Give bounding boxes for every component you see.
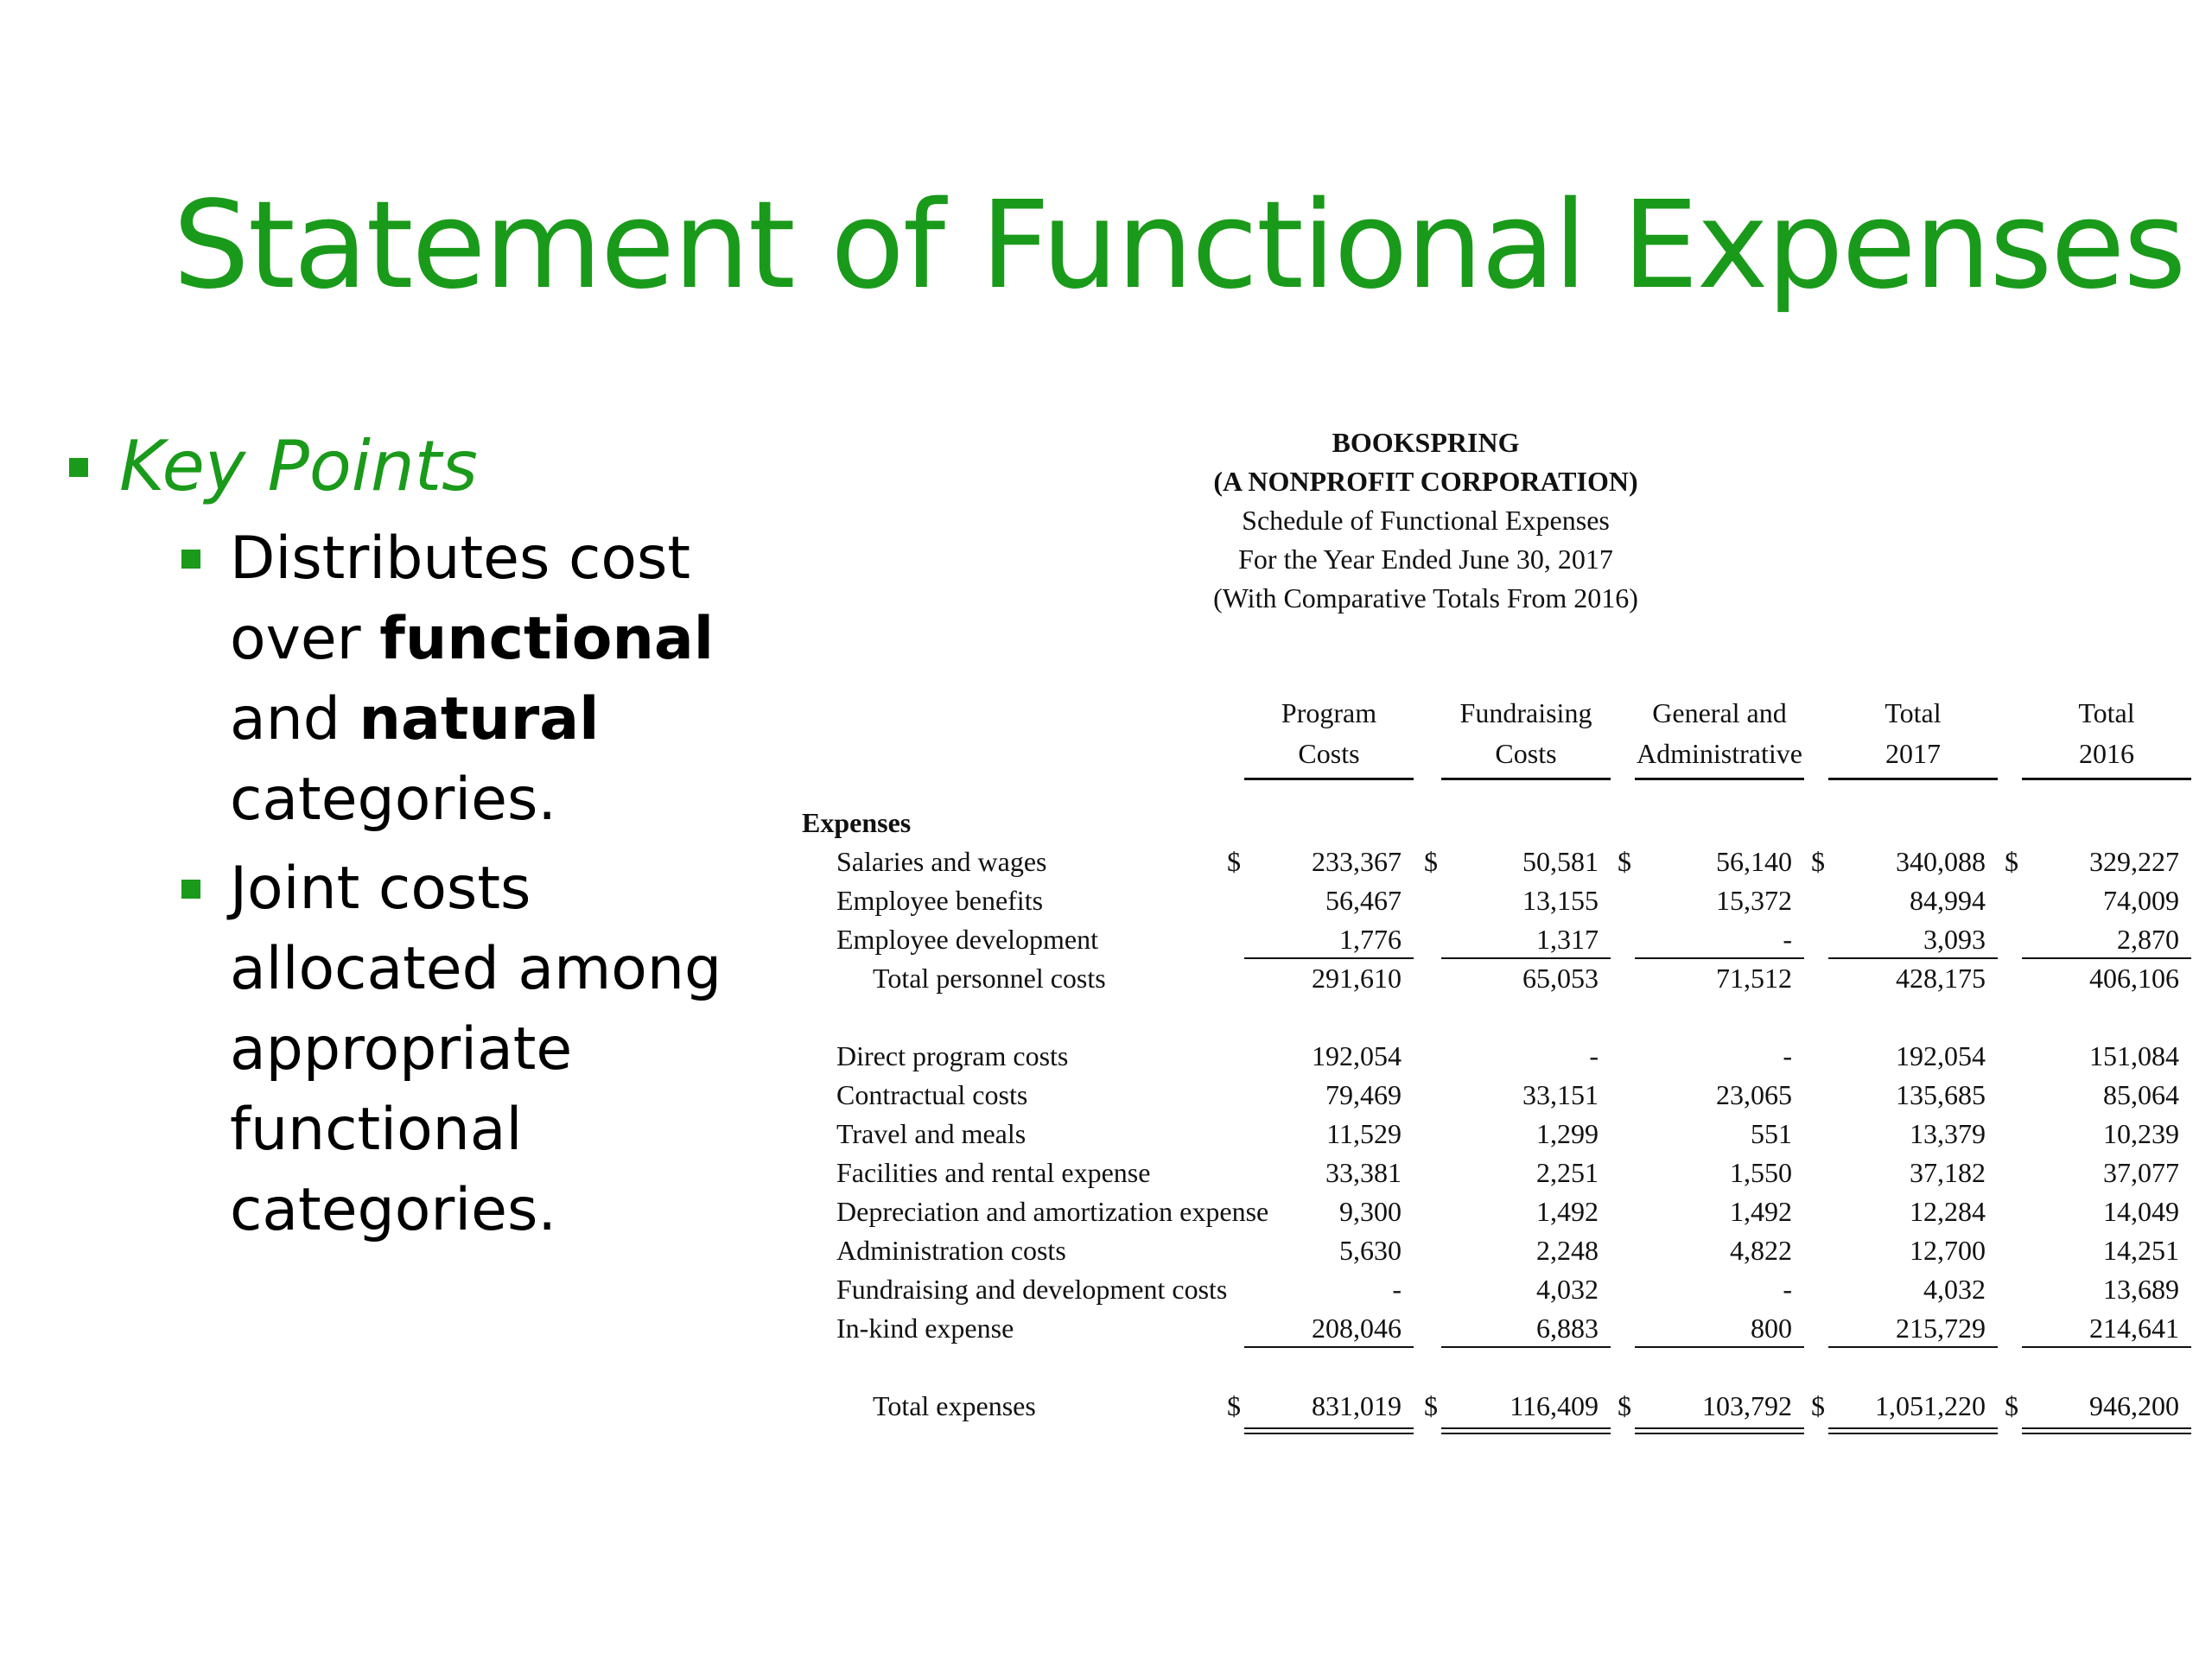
schedule-title: Schedule of Functional Expenses [1242, 505, 1610, 536]
org-type: (A NONPROFIT CORPORATION) [1213, 466, 1638, 497]
cell-program-costs: - [1392, 1274, 1402, 1305]
cell-fundraising-costs: 2,251 [1536, 1157, 1599, 1188]
row-label: Depreciation and amortization expense [836, 1196, 1269, 1227]
cell-fundraising-costs: 1,299 [1536, 1118, 1599, 1149]
key-point-text-part: and [230, 685, 359, 753]
cell-general-admin: 800 [1751, 1313, 1792, 1344]
cell-general-admin: 4,822 [1730, 1235, 1792, 1266]
key-point-text-part: Distributes cost over [230, 524, 691, 673]
cell-total-2016: 14,251 [2103, 1235, 2179, 1266]
cell-program-costs: 291,610 [1312, 963, 1402, 994]
column-header-rule [2022, 778, 2191, 780]
cell-program-costs: 208,046 [1312, 1313, 1402, 1344]
schedule-period: For the Year Ended June 30, 2017 [1238, 543, 1613, 575]
column-header-general-admin-line2: Administrative [1637, 738, 1802, 769]
cell-total-2016: 13,689 [2103, 1274, 2179, 1305]
bullet-square-icon [69, 458, 88, 477]
cell-program-costs: 192,054 [1312, 1040, 1402, 1071]
schedule-comparative-note: (With Comparative Totals From 2016) [1213, 582, 1638, 613]
currency-symbol: $ [1227, 1390, 1241, 1421]
column-header-rule [1635, 778, 1804, 780]
cell-fundraising-costs: 13,155 [1522, 885, 1599, 916]
column-header-rule [1244, 778, 1414, 780]
currency-symbol: $ [1811, 1390, 1825, 1421]
currency-symbol: $ [2005, 1390, 2018, 1421]
key-points-label: Key Points [119, 426, 478, 506]
table-row [795, 1076, 2195, 1114]
currency-symbol: $ [2005, 846, 2018, 877]
key-points-heading [69, 423, 760, 510]
cell-general-admin: - [1783, 1274, 1792, 1305]
cell-general-admin: - [1783, 924, 1792, 955]
cell-program-costs: 79,469 [1325, 1079, 1402, 1110]
total-total-2016: 946,200 [2089, 1390, 2179, 1421]
table-row [795, 920, 2195, 958]
total-general-admin: 103,792 [1702, 1390, 1792, 1421]
table-row [795, 1192, 2195, 1230]
cell-fundraising-costs: - [1589, 1040, 1599, 1071]
cell-general-admin: 1,492 [1730, 1196, 1792, 1227]
section-label-expenses: Expenses [802, 807, 912, 838]
total-program-costs: 831,019 [1312, 1390, 1402, 1421]
cell-total-2016: 151,084 [2089, 1040, 2179, 1071]
row-label: Employee development [836, 924, 1099, 955]
cell-total-2016: 214,641 [2089, 1313, 2179, 1344]
cell-total-2017: 4,032 [1923, 1274, 1986, 1305]
currency-symbol: $ [1424, 846, 1438, 877]
table-row [795, 1115, 2195, 1153]
key-point-text-part: Joint costs allocated among appropriate functional categories. [230, 855, 722, 1244]
row-label: Travel and meals [836, 1118, 1027, 1149]
total-rule [1828, 1346, 1998, 1348]
cell-program-costs: 33,381 [1325, 1157, 1402, 1188]
column-header-total-2016-line2: 2016 [2079, 738, 2134, 769]
cell-total-2017: 12,700 [1910, 1235, 1986, 1266]
column-header-rule [1828, 778, 1998, 780]
column-header-total-2017: Total [1885, 697, 1942, 728]
total-rule [2022, 1346, 2191, 1348]
row-label: Employee benefits [836, 885, 1044, 916]
table-row [795, 1154, 2195, 1192]
cell-general-admin: - [1783, 1040, 1792, 1071]
grand-total-double-rule [1244, 1427, 1414, 1434]
row-label: Administration costs [836, 1235, 1066, 1266]
grand-total-double-rule [1828, 1427, 1998, 1434]
cell-total-2017: 215,729 [1896, 1313, 1986, 1344]
table-row [795, 1231, 2195, 1269]
column-header-fundraising-costs: Fundraising [1459, 697, 1592, 728]
total-rule [1441, 1346, 1611, 1348]
cell-program-costs: 233,367 [1312, 846, 1402, 877]
cell-total-2017: 192,054 [1896, 1040, 1986, 1071]
cell-general-admin: 71,512 [1716, 963, 1792, 994]
key-point-text-part: categories. [230, 766, 557, 834]
key-point-item [69, 849, 760, 1250]
subtotal-rule [1244, 957, 1414, 959]
subtotal-rule [2022, 957, 2191, 959]
column-header-program-costs: Program [1281, 697, 1377, 728]
grand-total-double-rule [1441, 1427, 1611, 1434]
cell-total-2017: 84,994 [1910, 885, 1986, 916]
subtotal-rule [1635, 957, 1804, 959]
currency-symbol: $ [1811, 846, 1825, 877]
cell-total-2017: 340,088 [1896, 846, 1986, 877]
org-name: BOOKSPRING [1332, 427, 1520, 458]
cell-general-admin: 56,140 [1716, 846, 1792, 877]
column-header-total-2016: Total [2078, 697, 2135, 728]
cell-program-costs: 9,300 [1339, 1196, 1402, 1227]
currency-symbol: $ [1424, 1390, 1438, 1421]
cell-fundraising-costs: 4,032 [1536, 1274, 1599, 1305]
row-label: Fundraising and development costs [836, 1274, 1228, 1305]
cell-fundraising-costs: 33,151 [1522, 1079, 1599, 1110]
row-label: Total personnel costs [873, 963, 1106, 994]
cell-total-2016: 2,870 [2117, 924, 2179, 955]
row-label: Contractual costs [836, 1079, 1028, 1110]
key-point-emphasis: natural [359, 685, 600, 753]
cell-total-2016: 406,106 [2089, 963, 2179, 994]
cell-fundraising-costs: 1,492 [1536, 1196, 1599, 1227]
table-row [795, 842, 2195, 880]
grand-total-double-rule [1635, 1427, 1804, 1434]
cell-fundraising-costs: 50,581 [1522, 846, 1599, 877]
cell-total-2017: 13,379 [1910, 1118, 1986, 1149]
cell-total-2017: 37,182 [1910, 1157, 1986, 1188]
cell-total-2016: 37,077 [2103, 1157, 2179, 1188]
subtotal-rule [1828, 957, 1998, 959]
cell-total-2017: 3,093 [1923, 924, 1986, 955]
bullet-square-icon [181, 880, 200, 899]
total-fundraising-costs: 116,409 [1510, 1390, 1599, 1421]
column-header-total-2017-line2: 2017 [1885, 738, 1941, 769]
key-point-item [69, 518, 760, 840]
cell-program-costs: 1,776 [1339, 924, 1402, 955]
table-row [795, 1037, 2195, 1075]
key-point-emphasis: functional [379, 605, 715, 673]
column-header-general-admin: General and [1652, 697, 1787, 728]
table-row [795, 959, 2195, 997]
subtotal-rule [1441, 957, 1611, 959]
key-points-list [69, 423, 760, 1250]
cell-program-costs: 5,630 [1339, 1235, 1402, 1266]
cell-fundraising-costs: 6,883 [1536, 1313, 1599, 1344]
cell-total-2016: 329,227 [2089, 846, 2179, 877]
row-label: Facilities and rental expense [836, 1157, 1151, 1188]
currency-symbol: $ [1618, 846, 1631, 877]
table-row [795, 881, 2195, 919]
cell-total-2017: 12,284 [1910, 1196, 1986, 1227]
row-label: Salaries and wages [836, 846, 1047, 877]
total-rule [1244, 1346, 1414, 1348]
table-row [795, 1309, 2195, 1347]
total-expenses-label: Total expenses [873, 1390, 1036, 1421]
grand-total-double-rule [2022, 1427, 2191, 1434]
total-rule [1635, 1346, 1804, 1348]
total-expenses-row [795, 1387, 2195, 1425]
row-label: Direct program costs [836, 1040, 1069, 1071]
row-label: In-kind expense [836, 1313, 1014, 1344]
total-total-2017: 1,051,220 [1875, 1390, 1986, 1421]
cell-program-costs: 11,529 [1326, 1118, 1402, 1149]
column-header-fundraising-costs-line2: Costs [1495, 738, 1557, 769]
cell-program-costs: 56,467 [1325, 885, 1402, 916]
cell-total-2017: 428,175 [1896, 963, 1986, 994]
cell-general-admin: 23,065 [1716, 1079, 1792, 1110]
cell-general-admin: 1,550 [1730, 1157, 1792, 1188]
cell-total-2016: 10,239 [2103, 1118, 2179, 1149]
column-header-rule [1441, 778, 1611, 780]
cell-total-2017: 135,685 [1896, 1079, 1986, 1110]
cell-total-2016: 14,049 [2103, 1196, 2179, 1227]
cell-general-admin: 551 [1751, 1118, 1792, 1149]
column-header-program-costs-line2: Costs [1298, 738, 1360, 769]
cell-total-2016: 74,009 [2103, 885, 2179, 916]
currency-symbol: $ [1227, 846, 1241, 877]
currency-symbol: $ [1618, 1390, 1631, 1421]
slide-title: Statement of Functional Expenses [173, 175, 2185, 316]
cell-general-admin: 15,372 [1716, 885, 1792, 916]
cell-fundraising-costs: 1,317 [1536, 924, 1599, 955]
cell-fundraising-costs: 65,053 [1522, 963, 1599, 994]
cell-fundraising-costs: 2,248 [1536, 1235, 1599, 1266]
cell-total-2016: 85,064 [2103, 1079, 2179, 1110]
table-row [795, 1270, 2195, 1308]
bullet-square-icon [181, 550, 200, 569]
